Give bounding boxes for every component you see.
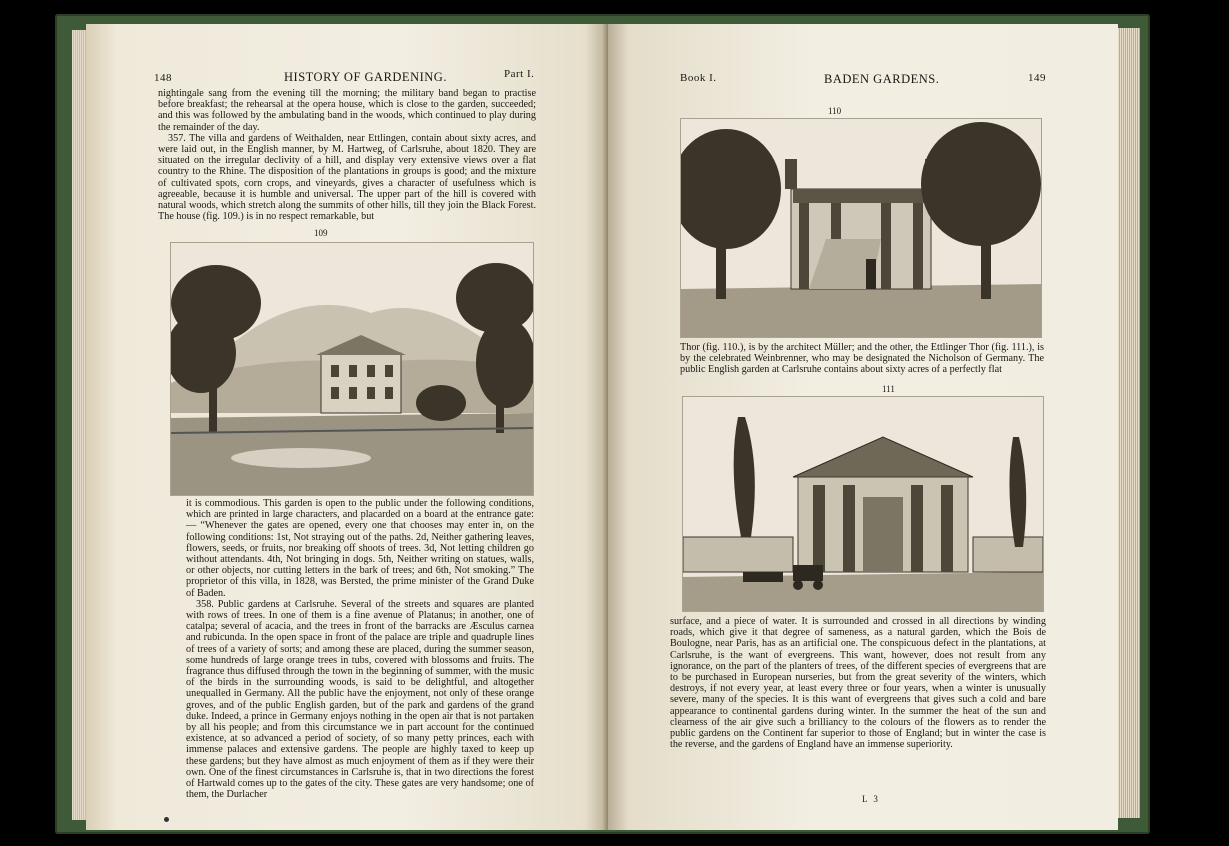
margin-dot xyxy=(164,817,169,822)
figure-111-number: 111 xyxy=(882,384,895,394)
paragraph: 358. Public gardens at Carlsruhe. Several of the streets and squares are planted with rows of trees. In one of them is a fine avenue of Platanus; in another, one of catalpa; several of acacia, and the trees in front of the barracks are Æsculus carnea and rubicunda. In the open space in front of the palace are triple and quadruple lines of trees of a variety of sorts; and among these are placed, during the summer season, some hundreds of large orange trees in tubs, covered with blossoms and fruits. The fragrance thus diffused through the town in the beginning of summer, with the music of the birds in the surrounding woods, is said to be delightful, and altogether unequalled in Germany. All the public have the enjoyment, not only of these orange groves, and of the public English garden, but of the park and gardens of the grand duke. Indeed, a prince in Germany enjoys nothing in the open air that is not partaken by all his people; and from this circumstance we in part account for the continued existence, at so advanced a period of society, of so many petty princes, each with immense palaces and extensive gardens. The people are highly taxed to keep up these gardens; but they have almost as much enjoyment of them as if they were their own. One of the finest circumstances in Carlsruhe is, that in two directions the forest of Hartwald comes up to the gates of the city. These gates are very handsome; one of them, the Durlacher xyxy=(186,598,534,801)
paragraph: surface, and a piece of water. It is surrounded and crossed in all directions by winding roads, which give it that degree of sameness, as a natural garden, which the Bois de Boulogne, near Paris, has as an artificial one. The conspicuous defect in the plantations, at Carlsruhe, is the want of evergreens. This want, however, does not result from any ignorance, on the part of the planters of trees, of the different species of evergreens that are to be purchased in European nurseries, but from the great severity of the winters, which destroys, if not every year, at least every three or four years, when a winter is unusually severe, many of the species. It is this want of evergreens that gives such a cold and bare appearance to continental gardens during winter. In the summer the heat of the sun and clearness of the air give such a brilliancy to the colours of the flowers as to render the public gardens on the Continent far superior to those of England; but in winter the case is the reverse, and the gardens of England have an immense superiority. xyxy=(670,616,1046,751)
right-text-middle xyxy=(680,342,1044,376)
figure-110-number: 110 xyxy=(828,106,842,116)
figure-110-durlacher-gate-engraving xyxy=(680,118,1042,338)
figure-109-number: 109 xyxy=(314,228,328,238)
right-text-bottom xyxy=(670,616,1046,750)
left-page-number: 148 xyxy=(154,72,172,84)
paragraph: it is commodious. This garden is open to the public under the following conditions, which are printed in large characters, and placarded on a board at the entrance gate: — “Whenever the gates are opened, every one that chooses may enter in, on the following conditions: 1st, Not straying out of the paths. 2d, Neither gathering leaves, flowers, seeds, or fruits, nor breaking off shoots of trees. 3d, Not letting children go without attendants. 4th, Not bringing in dogs. 5th, Neither writing on statues, walls, or other objects, nor cutting letters in the bark of trees; and 6th, Not smoking.” The proprietor of this villa, in 1828, was Bersted, the prime minister of the Grand Duke of Baden. xyxy=(186,498,534,599)
left-text-bottom xyxy=(186,498,534,800)
figure-109-villa-engraving xyxy=(170,242,534,496)
right-page xyxy=(608,24,1118,830)
paragraph: nightingale sang from the evening till the morning; the military band began to practise before breakfast; the rehearsal at the opera house, which is close to the garden, succeeded; and this was followed by the ambulating band in the woods, which continued to play during the remainder of the day. xyxy=(158,88,536,133)
right-page-edges xyxy=(1116,28,1140,818)
left-running-head: HISTORY OF GARDENING. xyxy=(284,70,447,84)
signature-mark: L 3 xyxy=(862,794,880,804)
right-page-number: 149 xyxy=(1028,72,1046,84)
right-running-head: BADEN GARDENS. xyxy=(824,72,940,86)
left-text-top xyxy=(158,88,536,222)
paragraph: 357. The villa and gardens of Weithalden, near Ettlingen, contain about sixty acres, and were laid out, in the English manner, by M. Hartweg, of Carlsruhe, about 1820. They are situated on the irregular declivity of a hill, and display very extensive views over a flat country to the Rhine. The disposition of the plantations in groups is good; and the mixture of cultivated spots, corn crops, and vineyards, gives a character of usefulness which is agreeable, because it is humble and universal. The upper part of the hill is covered with natural woods, which stretch along the summits of other hills, till they join the Black Forest. The house (fig. 109.) is in no respect remarkable, but xyxy=(158,132,536,223)
paragraph: Thor (fig. 110.), is by the architect Müller; and the other, the Ettlinger Thor (fig. 111.), is by the celebrated Weinbrenner, who may be designated the Nicholson of Germany. The public English garden at Carlsruhe contains about sixty acres of a perfectly flat xyxy=(680,342,1044,376)
right-book-label: Book I. xyxy=(680,72,717,84)
left-page xyxy=(86,24,606,830)
figure-111-ettlinger-gate-engraving xyxy=(682,396,1044,612)
left-part-label: Part I. xyxy=(504,68,535,80)
